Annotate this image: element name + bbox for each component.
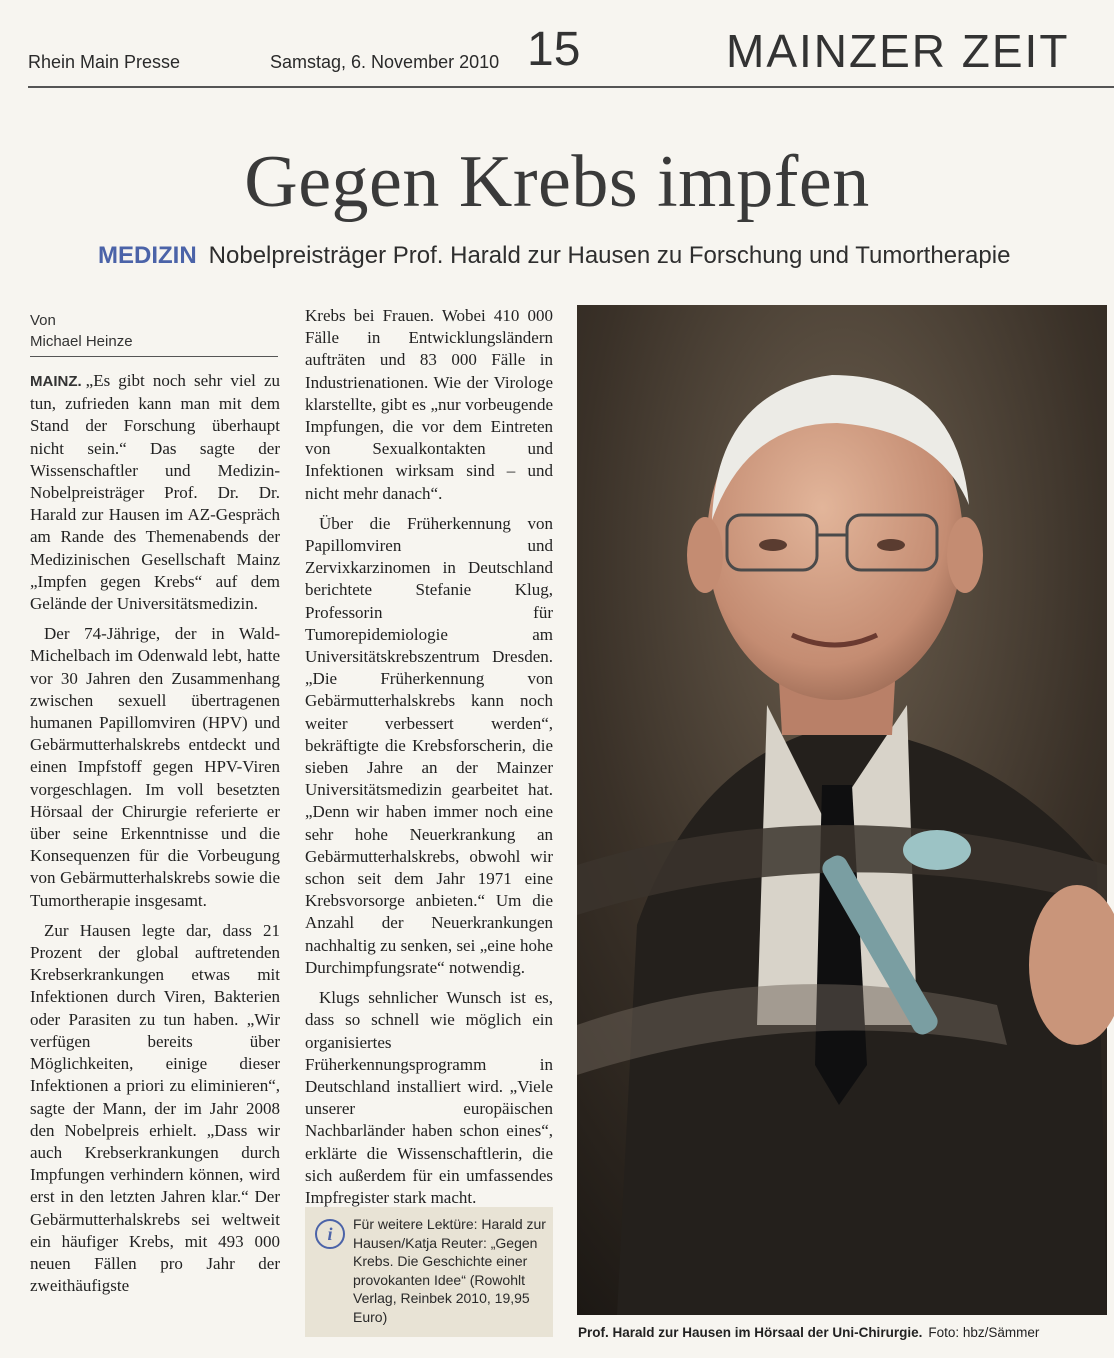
subheadline: Nobelpreisträger Prof. Harald zur Hausen zu Forschung und Tumortherapie [208,242,1011,269]
paragraph: Der 74-Jährige, der in Wald-Michelbach im Odenwald lebt, hatte vor 30 Jahren den Zusammenhang zwischen sexuell übertragenen humanen Papillomviren (HPV) und Gebärmutterhalskrebs entdeckt und einen Impfstoff gegen HPV-Viren vorgeschlagen. Im voll besetzten Hörsaal der Chirurgie referierte er über seine Erkenntnisse und die Konsequenzen für die Vorbeugung von Gebärmutterhalskrebs sowie die Tumortherapie insgesamt. [30,624,280,910]
subheadline-line [98,242,1010,270]
photo-caption [578,1325,1114,1340]
dateline: MAINZ. [30,373,82,390]
paragraph: Klugs sehnlicher Wunsch ist es, dass so schnell wie möglich ein organisiertes Früherkennungsprogramm in Deutschland installiert wird. „Viele unserer europäischen Nachbarländer haben schon eines“, erklärte die Wissenschaftlerin, die sich außerdem für ein umfassendes Impfregister stark macht. [305,988,553,1207]
page-number: 15 [527,23,581,76]
byline-prefix: Von [30,312,56,329]
info-icon: i [315,1219,345,1249]
article-column-2 [305,305,553,1207]
author-name: Michael Heinze [30,333,133,350]
article-column-1 [30,370,280,1340]
byline [30,310,278,357]
paragraph-text: „Es gibt noch sehr viel zu tun, zufrieden kann man mit dem Stand der Forschung überhaupt nicht sein.“ Das sagte der Wissenschaftler und Medizin-Nobelpreisträger Prof. Dr. Dr. Harald zur Hausen im AZ-Gespräch am Rande des Themenabends der Medizinischen Gesellschaft Mainz „Impfen gegen Krebs“ auf dem Gelände der Universitätsmedizin. [30,371,280,614]
paragraph: Krebs bei Frauen. Wobei 410 000 Fälle in Entwicklungsländern aufträten und 83 000 Fälle in Industrienationen. Wie der Virologe klarstellte, gibt es „nur vorbeugende Impfungen, die vor dem Eintreten von Sexualkontakten und Infektionen wirksam sind – und nicht mehr danach“. [305,306,553,503]
paragraph: Über die Früherkennung von Papillomviren und Zervixkarzinomen in Deutschland berichtete Stefanie Klug, Professorin für Tumorepidemiologie am Universitätskrebszentrum Dresden. „Die Früherkennung von Gebärmutterhalskrebs kann noch weiter verbessert werden“, bekräftigte die Krebsforscherin, die sieben Jahre an der Mainzer Universitätsmedizin gearbeitet hat. „Denn wir haben immer noch eine sehr hohe Neuerkrankung an Gebärmutterhalskrebs, obwohl wir schon seit dem Jahr 1971 eine Krebsvorsorge anbieten.“ Um die Anzahl der Neuerkrankungen nachhaltig zu senken, sei „eine hohe Durchimpfungsrate“ notwendig. [305,513,553,977]
photo-credit: Foto: hbz/Sämmer [928,1325,1040,1340]
article-photo [577,305,1107,1315]
masthead [0,0,1114,98]
portrait-illustration [577,305,1107,1315]
caption-text: Prof. Harald zur Hausen im Hörsaal der Uni-Chirurgie. [578,1325,923,1340]
publication-name: Rhein Main Presse [28,52,181,72]
paragraph: Zur Hausen legte dar, dass 21 Prozent der global auftretenden Krebserkrankungen etwas mit Infektionen durch Viren, Bakterien oder Parasiten zu tun haben. „Wir verfügen bereits über Möglichkeiten, einige dieser Infektionen a priori zu eliminieren“, sagte der Mann, der im Jahr 2008 den Nobelpreis erhielt. „Dass wir auch Krebserkrankungen durch Impfungen verhindern können, wird erst in den letzten Jahren klar.“ Der Gebärmutterhalskrebs sei weltweit ein häufiger Krebs, mit 493 000 neuen Fällen pro Jahr der zweithäufigste [30,920,280,1296]
reading-tip-text: Für weitere Lektüre: Harald zur Hausen/Katja Reuter: „Gegen Krebs. Die Geschichte einer provokanten Idee“ (Rowohlt Verlag, Reinbek 2010, 19,95 Euro) [353,1216,546,1325]
issue-date: Samstag, 6. November 2010 [270,52,500,72]
section-title: MAINZER ZEIT [726,25,1070,77]
category-label: MEDIZIN [98,242,197,269]
headline: Gegen Krebs impfen [244,141,870,223]
reading-tip-box [305,1207,553,1337]
masthead-rule [28,86,1114,88]
paragraph [30,370,280,615]
